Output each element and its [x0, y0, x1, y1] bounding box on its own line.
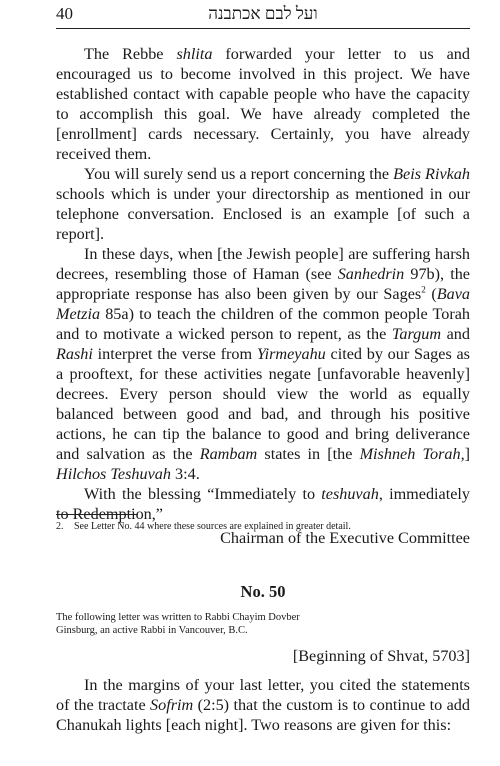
- paragraph-2: You will surely send us a report concerning the Beis Rivkah schools which is under your directorship as mentioned in our telephone conversation. Enclosed is an example [of such a report].: [56, 165, 470, 243]
- paragraph-3: In these days, when [the Jewish people] are suffering harsh decrees, resembling those of Haman (see Sanhedrin 97b), the appropriate response has also been given by our Sages$^2$ (Bava Metzia 85a) to teach the children of the common people Torah and to motivate a wicked person to repent, as the Targum and Rashi interpret the verse from Yirmeyahu cited by our Sages as a prooftext, for these activities negate [unfavorable heavenly] decrees. Every person should view the world as equally balanced between good and bad, and through his positive actions, he can tip the balance to good and bring deliverance and salvation as the Rambam states in [the Mishneh Torah,] Hilchos Teshuvah 3:4.: [56, 245, 471, 483]
- footnote-rule: [56, 514, 138, 515]
- footnote-ref[interactable]: 2: [421, 284, 426, 295]
- letter-body: [56, 44, 470, 548]
- header-rule: [56, 28, 470, 29]
- letter-50-paragraph-1: In the margins of your last letter, you cited the statements of the tractate Sofrim (2:5) that the custom is to continue to add Chanukah lights [each night]. Two reasons are given for this:: [56, 676, 470, 734]
- signature-line: Chairman of the Executive Committee: [220, 529, 470, 547]
- letter-date: [Beginning of Shvat, 5703]: [292, 647, 470, 665]
- footnote-text: See Letter No. 44 where these sources are explained in greater detail.: [74, 521, 351, 532]
- footnote-number: 2.: [56, 521, 64, 532]
- letter-50-body: [56, 675, 470, 735]
- footnote: [56, 521, 470, 533]
- paragraph-4: With the blessing “Immediately to teshuvah, immediately to Redemption,”: [56, 485, 470, 523]
- paragraph-1: The Rebbe shlita forwarded your letter to us and encouraged us to become involved in this project. We have established contact with capable people who have the capacity to accomplish this goal. We have already completed the [enrollment] cards necessary. Certainly, you have already received them.: [56, 45, 470, 163]
- page-header: [56, 4, 470, 28]
- page-number: 40: [56, 4, 73, 23]
- letter-title: No. 50: [240, 582, 286, 601]
- letter-intro: The following letter was written to Rabbi Chayim Dovber Ginsburg, an active Rabbi in Vancouver, B.C.: [56, 612, 300, 636]
- running-head: ועל לבם אכתבנה: [208, 4, 318, 23]
